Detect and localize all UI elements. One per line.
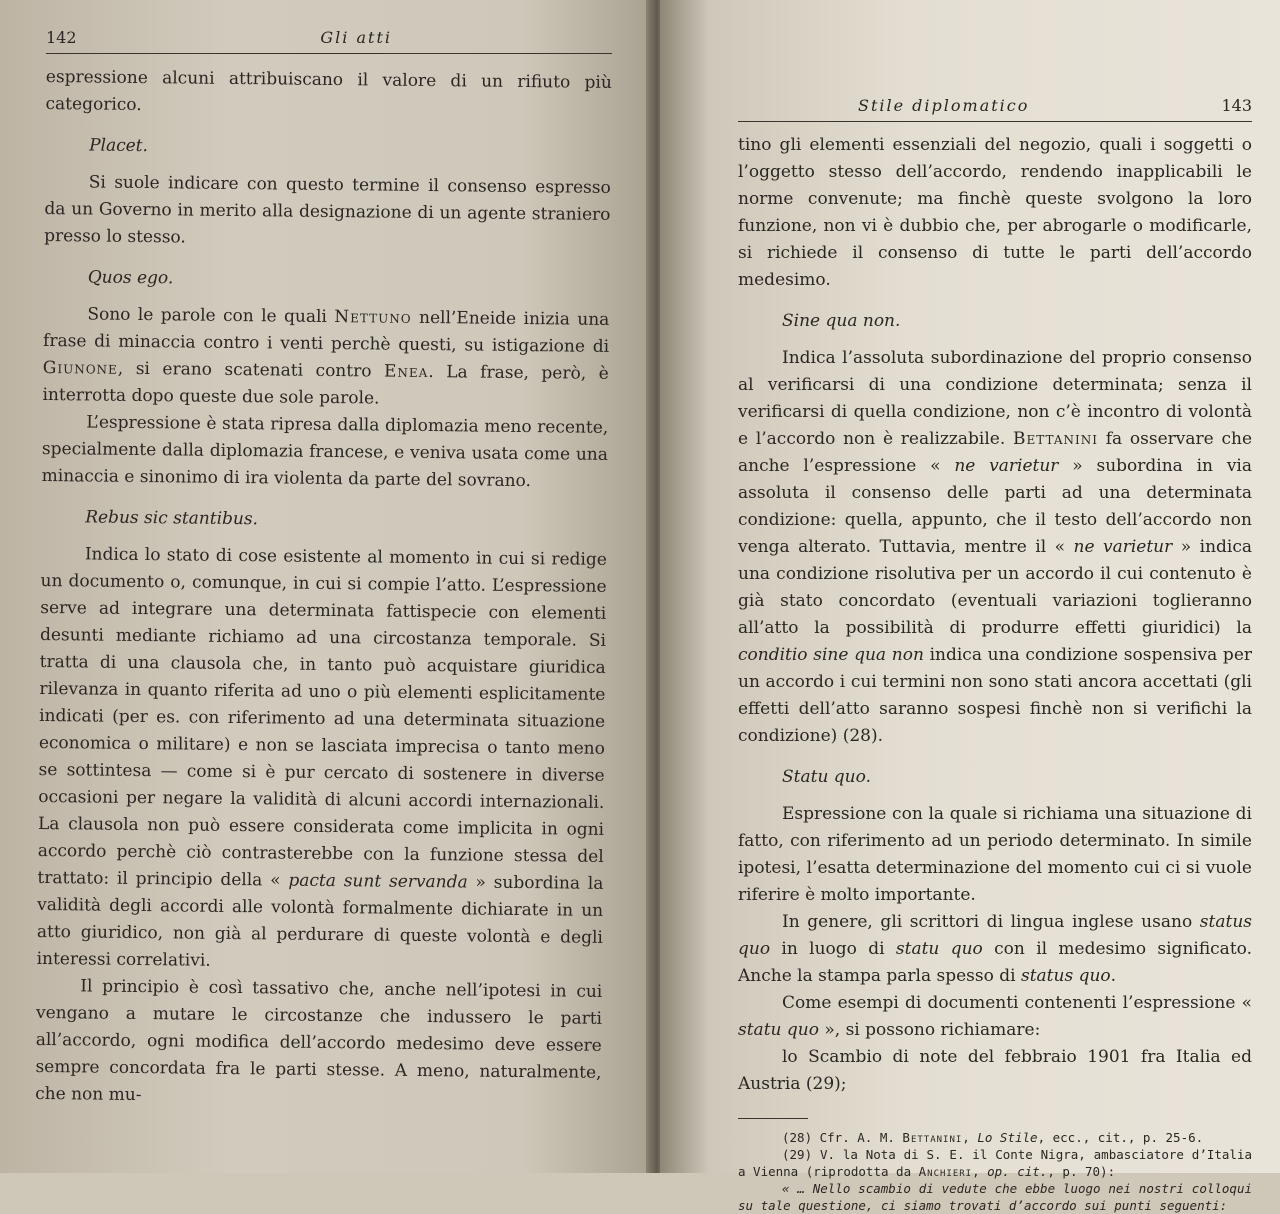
paragraph-sine-qua-non (738, 345, 1252, 750)
text-run: » subordina in via assoluta il consenso delle parti ad una determinata condizione: quella, appunto, che il testo dell’accordo non venga alterato. Tuttavia, mentre il « (738, 456, 1252, 557)
heading-rebus: Rebus sic stantibus. (85, 507, 259, 530)
text-run: Indica lo stato di cose esistente al momento in cui si redige un documento o, comunque, in cui si compie l’atto. L’espressione serve ad integrare una determinata fattispecie con elementi desunti mediante richiamo ad una circostanza temporale. Si tratta di una clausola che, in tanto può acquistare giuridica rilevanza in quanto riferita ad uno o più elementi esplicitamente indicati (per es. con riferimento ad una determinata situazione economica o militare) e non se lasciata imprecisa o tanto meno se sottintesa — come si è pur cercato di sostenere in diverse occasioni per negare la validità di alcuni accordi internazionali. La clausola non può essere considerata come implicita in ogni accordo perchè ciò contrasterebbe con la funzione stessa del trattato: il principio della « (37, 544, 607, 891)
text-run: , si erano scatenati contro (117, 358, 385, 382)
text-run: » indica una condizione risolutiva per un accordo il cui contenuto è già stato concordato (eventuali variazioni toglieranno all’atto la possibilità di produrre effetti giuridici) la (738, 537, 1252, 638)
text-run: », si possono richiamare: (818, 1020, 1041, 1040)
left-body (35, 64, 612, 1114)
text-run: Sono le parole con le quali (87, 304, 335, 328)
italic-conditio: conditio sine qua non (738, 645, 924, 665)
footnote-29-quote (738, 1180, 1252, 1214)
text-run: Come esempi di documenti contenenti l’espressione « (782, 993, 1252, 1013)
footnote-28 (738, 1129, 1252, 1146)
paragraph-statu-quo-3 (738, 990, 1252, 1044)
italic-lo-stile: Lo Stile (977, 1130, 1038, 1145)
text-run: , ecc., cit., p. 25-6. (1037, 1130, 1204, 1145)
paragraph-rebus-2: Il principio è così tassativo che, anche nell’ipotesi in cui vengano a mutare le circostanze che indussero le parti all’accordo, ogni modifica dell’accordo medesimo deve essere sempre concordata fra le parti stesse. A meno, naturalmente, che non mu- (35, 976, 603, 1106)
text-run: , (972, 1164, 988, 1179)
right-page (660, 0, 1280, 1213)
name-bettanini: Bettanini (902, 1130, 963, 1145)
right-continuation: tino gli elementi essenziali del negozio, quali i soggetti o l’oggetto stesso dell’accordo, rendendo inapplicabili le norme convenute; ma finchè queste svolgono la loro funzione, non vi è dubbio che, per abrogarle o modificarle, si richiede il consenso di tutte le parti dell’accordo medesimo. (738, 135, 1252, 290)
footnote-rule (738, 1118, 808, 1119)
text-run: (28) Cfr. A. M. (782, 1130, 903, 1145)
heading-quos-ego: Quos ego. (87, 267, 174, 289)
paragraph-statu-quo-4: lo Scambio di note del febbraio 1901 fra Italia ed Austria (29); (738, 1047, 1252, 1094)
italic-statu-quo: statu quo (738, 1020, 819, 1040)
name-anchieri: Anchieri (918, 1164, 973, 1179)
paragraph-statu-quo-1: Espressione con la quale si richiama una situazione di fatto, con riferimento ad un periodo determinato. In simile ipotesi, l’esatta determinazione del momento cui ci si vuole riferire è molto importante. (738, 804, 1252, 905)
footnote-29 (738, 1146, 1252, 1180)
text-run: nell’Eneide inizia una frase di minaccia contro i venti perchè questi, su istigazione di (42, 307, 610, 357)
text-run: » subordina la validità degli accordi alle volontà formalmente dichiarate in un atto giuridico, non già al perdurare di queste volontà e degli interessi correlativi. (36, 872, 604, 971)
right-running-title: Stile diplomatico (858, 96, 1030, 115)
left-page-number: 142 (46, 28, 77, 47)
left-running-head (46, 28, 612, 54)
text-run: . (1110, 966, 1117, 986)
text-run: Indica l’assoluta subordinazione del proprio consenso al verificarsi di una condizione determinata; senza il verificarsi di quella condizione, non c’è incontro di volontà e l’accordo non è realizzabile. (738, 348, 1252, 449)
right-page-number: 143 (1221, 96, 1252, 115)
name-giunone: Giunone (42, 357, 118, 379)
text-run: . La frase, però, è interrotta dopo queste due sole parole. (42, 362, 609, 409)
text-run: con il medesimo significato. Anche la stampa parla spesso di (738, 939, 1252, 986)
text-run: (29) V. la Nota di S. E. il Conte Nigra, ambasciatore d’Italia a Vienna (riprodotta da (738, 1147, 1252, 1179)
right-running-head (738, 96, 1252, 122)
name-enea: Enea (383, 361, 429, 383)
italic-op-cit: op. cit. (987, 1164, 1048, 1179)
text-run: indica una condizione sospensiva per un accordo i cui termini non sono stati ancora accettati (gli effetti dell’atto saranno sospesi finchè non si verifichi la condizione) (28). (738, 645, 1252, 746)
left-running-title: Gli atti (320, 28, 392, 47)
text-run: , (962, 1130, 978, 1145)
italic-quote: « … Nello scambio di vedute che ebbe luogo nei nostri colloqui su tale questione, ci siamo trovati d’accordo sui punti seguenti: (738, 1181, 1252, 1213)
heading-sine-qua-non: Sine qua non. (782, 311, 901, 331)
italic-statu-quo: statu quo (895, 939, 983, 959)
heading-placet: Placet. (89, 135, 149, 157)
paragraph-rebus-1 (36, 541, 606, 979)
paragraph-quos-ego-1 (42, 301, 609, 415)
italic-pacta: pacta sunt servanda (288, 870, 468, 893)
paragraph-placet: Si suole indicare con questo termine il consenso espresso da un Governo in merito alla designazione di un agente straniero presso lo stesso. (44, 172, 611, 248)
left-page (0, 0, 652, 1173)
text-run: fa osservare che anche l’espressione « (738, 429, 1253, 476)
name-bettanini: Bettanini (1013, 429, 1098, 449)
heading-statu-quo: Statu quo. (782, 767, 871, 787)
left-continuation: espressione alcuni attribuiscano il valore di un rifiuto più categorico. (45, 66, 612, 116)
italic-status-quo: status quo (1020, 966, 1111, 986)
paragraph-statu-quo-2 (738, 909, 1252, 990)
text-run: in luogo di (770, 939, 896, 959)
name-nettuno: Nettuno (334, 307, 412, 328)
italic-ne-varietur: ne varietur (954, 456, 1059, 476)
paragraph-quos-ego-2: L’espressione è stata ripresa dalla diplomazia meno recente, specialmente dalla diplomazia francese, e veniva usata come una minaccia e sinonimo di ira violenta da parte del sovrano. (41, 412, 609, 492)
italic-ne-varietur: ne varietur (1073, 537, 1173, 557)
text-run: In genere, gli scrittori di lingua inglese usano (782, 912, 1200, 932)
text-run: , p. 70): (1047, 1164, 1116, 1179)
italic-status-quo: status quo (738, 912, 1252, 959)
